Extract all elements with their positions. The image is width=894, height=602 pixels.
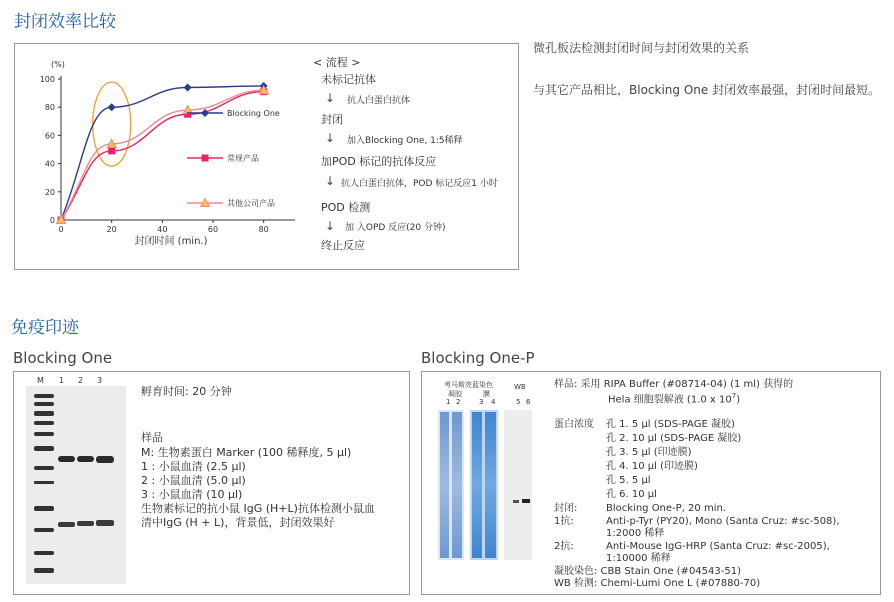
wb-label: WB bbox=[514, 383, 526, 391]
wb-band-6 bbox=[522, 499, 530, 503]
description-title: 微孔板法检测封闭时间与封闭效果的关系 bbox=[533, 41, 750, 55]
flow-step-4: POD 检测 bbox=[321, 201, 371, 214]
gel-images bbox=[438, 410, 548, 570]
flow-note-4: 加 入OPD 反应(20 分钟) bbox=[345, 223, 446, 233]
gel-lane-1 bbox=[440, 412, 449, 558]
sample-line-5: 生物素标记的抗小鼠 IgG (H+L)抗体检测小鼠血 bbox=[141, 502, 375, 515]
flow-arrow-4: ↓ bbox=[325, 219, 336, 233]
wb-detect-line: WB 检测: Chemi-Lumi One L (#07880-70) bbox=[554, 578, 761, 589]
left-subtitle: Blocking One bbox=[13, 349, 113, 367]
y-tick-label: 40 bbox=[44, 159, 55, 169]
right-blot-panel bbox=[421, 371, 881, 595]
flow-step-3: 加POD 标记的抗体反应 bbox=[321, 155, 437, 168]
left-blot-panel bbox=[13, 371, 410, 595]
western-blot-image bbox=[26, 376, 126, 584]
flow-step-2: 封闭 bbox=[321, 113, 343, 126]
gel-lane-2 bbox=[452, 412, 462, 558]
lane-r-3: 3 bbox=[479, 398, 484, 406]
wb-band-5 bbox=[513, 500, 519, 503]
lane-label-M: M bbox=[37, 376, 44, 385]
blot-bands bbox=[26, 386, 126, 584]
lane-r-5: 5 bbox=[516, 398, 521, 406]
flow-step-5: 终止反应 bbox=[321, 239, 365, 252]
block-value: Blocking One-P, 20 min. bbox=[606, 503, 726, 514]
sample-line-3: 2 : 小鼠血清 (5.0 µl) bbox=[141, 474, 246, 487]
x-tick-label: 40 bbox=[157, 225, 168, 234]
sample-line-1: M: 生物素蛋白 Marker (100 稀释度, 5 µl) bbox=[141, 446, 352, 459]
lane-r-6: 6 bbox=[526, 398, 531, 406]
point-1-1 bbox=[108, 147, 115, 154]
stain-line: 凝胶染色: CBB Stain One (#04543-51) bbox=[554, 566, 741, 577]
conc-line-1: 孔 1. 5 µl (SDS-PAGE 凝胶) bbox=[606, 419, 735, 430]
flow-note-3: 抗人白蛋白抗体，POD 标记反应1 小时 bbox=[341, 179, 498, 189]
lane-label-3: 3 bbox=[97, 376, 103, 385]
conc-line-5: 孔 5. 5 µl bbox=[606, 475, 651, 486]
conc-line-4: 孔 4. 10 µl (印迹膜) bbox=[606, 461, 698, 472]
block-label: 封闭: bbox=[554, 503, 578, 514]
flow-arrow-3: ↓ bbox=[325, 174, 336, 188]
r-sample-line-1: 样品: 采用 RIPA Buffer (#08714-04) (1 ml) 获得的 bbox=[554, 379, 794, 390]
lane-label-2: 2 bbox=[78, 376, 84, 385]
sample-line-6: 清中IgG (H + L)，背景低，封闭效果好 bbox=[141, 516, 335, 529]
right-subtitle: Blocking One-P bbox=[421, 349, 535, 367]
membrane-lane-3 bbox=[472, 412, 482, 558]
lane-r-4: 4 bbox=[491, 398, 496, 406]
legend-marker-0 bbox=[201, 109, 209, 117]
flow-note-2: 加入Blocking One, 1:5稀释 bbox=[347, 136, 463, 146]
ab1-value-2: 1:2000 稀释 bbox=[606, 528, 665, 539]
legend-label-2: 其他公司产品 bbox=[227, 199, 275, 208]
gel-label-cbb: 考马斯亮蓝染色 bbox=[444, 381, 493, 389]
gel-label-membrane: 膜 bbox=[483, 390, 490, 398]
flow-arrow-1: ↓ bbox=[325, 91, 336, 105]
lane-r-2: 2 bbox=[456, 398, 461, 406]
conc-header: 蛋白浓度 bbox=[554, 419, 594, 430]
legend-label-0: Blocking One bbox=[227, 109, 280, 118]
ab1-label: 1抗: bbox=[554, 516, 574, 527]
y-tick-label: 0 bbox=[49, 216, 55, 225]
gel-label-gel: 凝胶 bbox=[448, 390, 462, 398]
y-tick-label: 100 bbox=[39, 75, 55, 84]
lane-r-1: 1 bbox=[446, 398, 451, 406]
point-0-2 bbox=[184, 83, 192, 91]
efficiency-chart bbox=[27, 54, 322, 264]
incubation-time: 孵育时间: 20 分钟 bbox=[141, 385, 232, 398]
membrane-lane-4 bbox=[485, 412, 496, 558]
r-sample-line-2: Hela 细胞裂解液 (1.0 x $10^7$) bbox=[608, 392, 741, 406]
x-tick-label: 80 bbox=[258, 225, 269, 234]
description-body: 与其它产品相比，Blocking One 封闭效率最强，封闭时间最短。 bbox=[533, 83, 881, 97]
sample-line-2: 1 : 小鼠血清 (2.5 µl) bbox=[141, 460, 246, 473]
legend-marker-1 bbox=[202, 155, 209, 162]
flow-step-1: 未标记抗体 bbox=[321, 73, 376, 86]
conc-line-6: 孔 6. 10 µl bbox=[606, 489, 657, 500]
efficiency-panel bbox=[14, 43, 519, 270]
wb-panel bbox=[504, 410, 532, 560]
sample-header: 样品 bbox=[141, 431, 163, 444]
x-tick-label: 20 bbox=[106, 225, 117, 234]
ab2-value-2: 1:10000 稀释 bbox=[606, 553, 671, 564]
section-title-western-blot: 免疫印迹 bbox=[11, 318, 79, 338]
x-tick-label: 0 bbox=[58, 225, 64, 234]
legend-label-1: 常规产品 bbox=[227, 154, 259, 163]
x-tick-label: 60 bbox=[207, 225, 219, 234]
y-tick-label: 60 bbox=[44, 131, 55, 141]
flow-note-1: 抗人白蛋白抗体 bbox=[347, 96, 411, 106]
lane-label-1: 1 bbox=[59, 376, 65, 385]
flow-header: < 流程 > bbox=[313, 56, 361, 69]
point-0-1 bbox=[108, 103, 116, 111]
conc-line-2: 孔 2. 10 µl (SDS-PAGE 凝胶) bbox=[606, 433, 742, 444]
ab2-value-1: Anti-Mouse IgG-HRP (Santa Cruz: #sc-2005), bbox=[606, 541, 830, 552]
y-tick-label: 20 bbox=[44, 187, 55, 197]
flow-arrow-2: ↓ bbox=[325, 131, 336, 145]
y-axis-label: (%) bbox=[51, 60, 65, 69]
y-tick-label: 80 bbox=[44, 103, 55, 113]
x-axis-label: 封闭时间 (min.) bbox=[134, 236, 208, 247]
section-title-blocking-efficiency: 封闭效率比较 bbox=[14, 12, 116, 32]
ab2-label: 2抗: bbox=[554, 541, 574, 552]
ab1-value-1: Anti-p-Tyr (PY20), Mono (Santa Cruz: #sc-508), bbox=[606, 516, 840, 527]
sample-line-4: 3 : 小鼠血清 (10 µl) bbox=[141, 488, 243, 501]
conc-line-3: 孔 3. 5 µl (印迹膜) bbox=[606, 447, 692, 458]
